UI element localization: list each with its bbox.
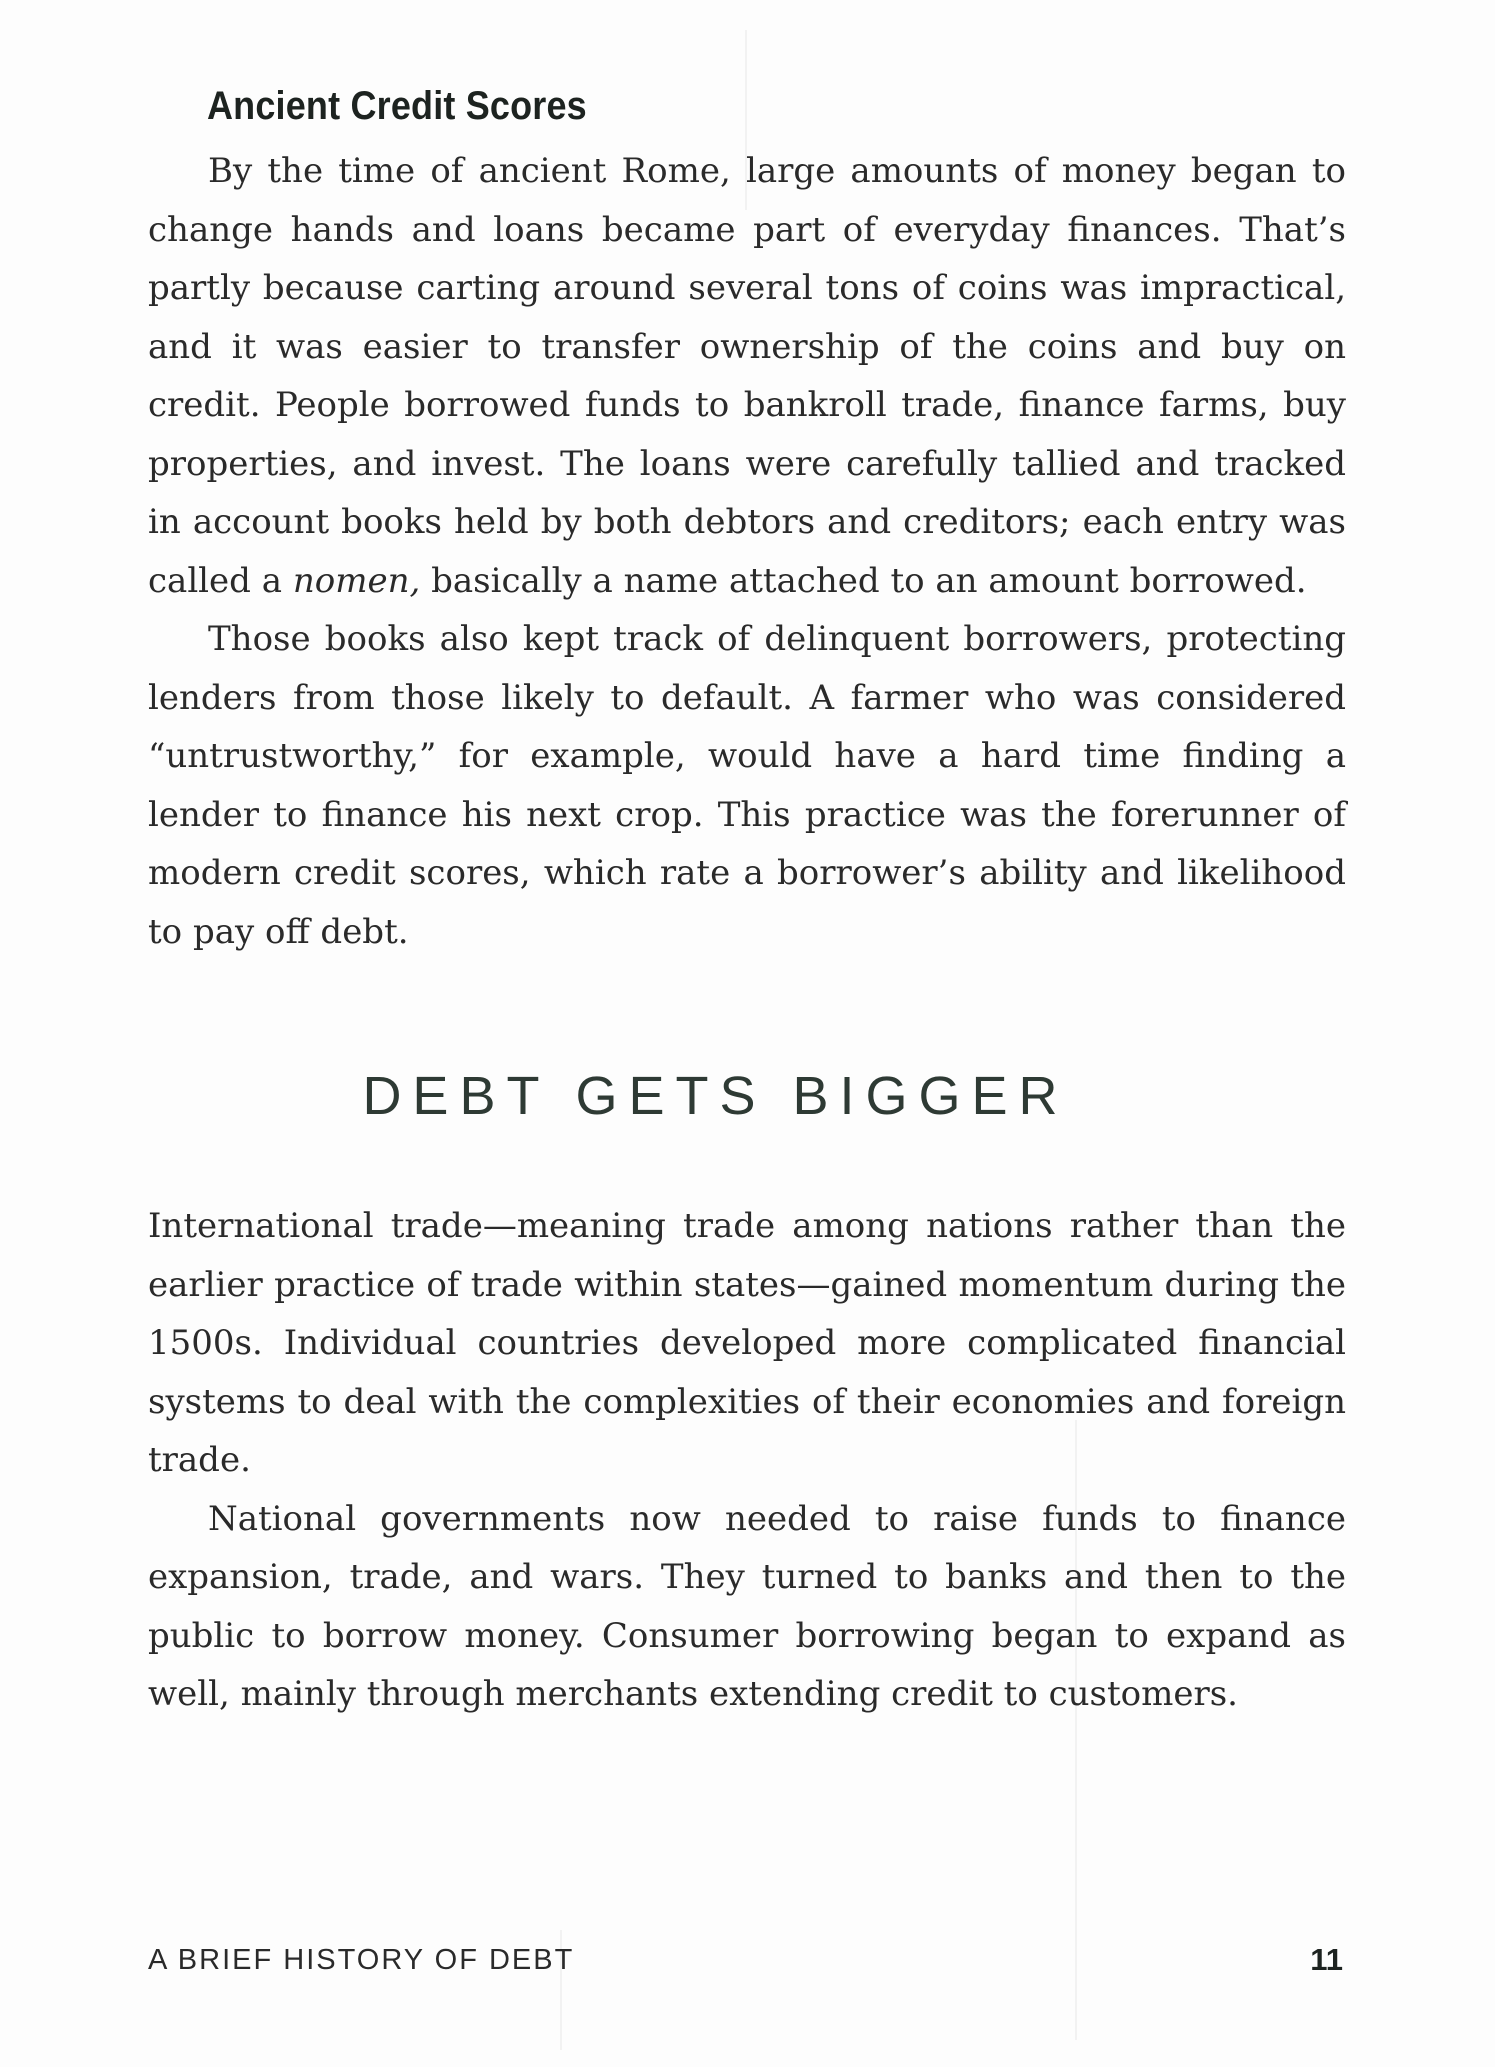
sidebar-body [148,142,1346,961]
sidebar-title: Ancient Credit Scores [207,84,587,128]
paragraph: Those books also kept track of delinquent borrowers, protecting lenders from those likely to default. A farmer who was considered “untrustworthy,” for example, would have a hard time finding a lender to finance his next crop. This practice was the forerunner of modern credit scores, which rate a borrower’s ability and likelihood to pay off debt. [148,619,1346,952]
section-body [148,1197,1346,1724]
running-footer-title: A BRIEF HISTORY OF DEBT [148,1944,575,1976]
paragraph-text: basically a name attached to an amount borrowed. [420,560,1307,601]
italic-term: nomen, [292,560,421,601]
page-number: 11 [1310,1942,1343,1977]
paragraph: National governments now needed to raise funds to finance expansion, trade, and wars. They turned to banks and then to the public to borrow money. Consumer borrowing began to expand as well, mainly through merchants extending credit to customers. [148,1498,1346,1714]
paragraph-text: By the time of ancient Rome, large amounts of money began to change hands and loans became part of everyday finances. That’s partly because carting around several tons of coins was impractical, and it was easier to transfer ownership of the coins and buy on credit. People borrowed funds to bankroll trade, finance farms, buy properties, and invest. The loans were carefully tallied and tracked in account books held by both debtors and creditors; each entry was called a [148,151,1346,601]
paragraph [148,142,1346,610]
paragraph: International trade—meaning trade among nations rather than the earlier practice of trade within states—gained momentum during the 1500s. Individual countries developed more complicated financial systems to deal with the complexities of their economies and foreign trade. [148,1206,1346,1480]
section-heading: DEBT GETS BIGGER [362,1066,1069,1126]
